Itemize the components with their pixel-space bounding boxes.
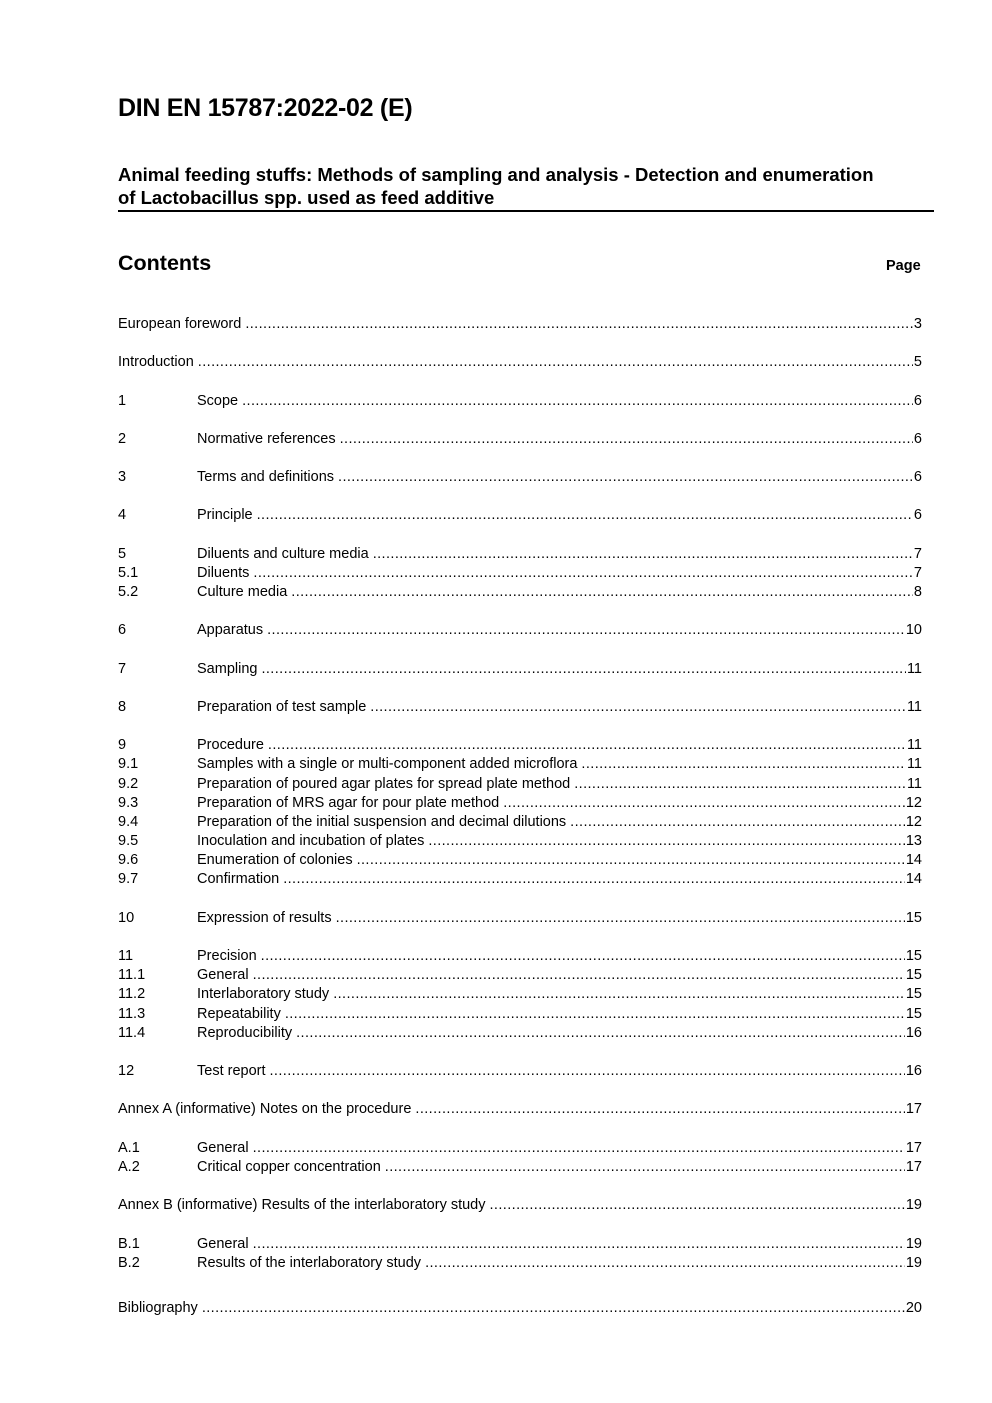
toc-entry-page: 19: [905, 1236, 922, 1252]
toc-entry-page: 11: [906, 699, 922, 715]
toc-dot-leader: [253, 967, 905, 983]
toc-entry-title: Expression of results: [197, 910, 332, 926]
toc-entry[interactable]: [118, 584, 922, 603]
toc-entry[interactable]: [118, 316, 922, 335]
toc-entry-number: 10: [118, 910, 135, 926]
toc-entry-title: European foreword: [118, 316, 242, 332]
page-column-heading: Page: [886, 258, 921, 274]
toc-entry[interactable]: [118, 948, 922, 967]
toc-entry-title: Scope: [197, 393, 239, 409]
toc-entry-page: 6: [913, 393, 922, 409]
toc-entry-page: 15: [905, 1006, 922, 1022]
toc-entry[interactable]: [118, 1140, 922, 1159]
toc-dot-leader: [268, 737, 906, 753]
toc-dot-leader: [291, 584, 913, 600]
toc-entry-number: 5.2: [118, 584, 139, 600]
toc-entry-number: B.1: [118, 1236, 140, 1252]
toc-entry-page: 19: [905, 1255, 922, 1271]
toc-dot-leader: [296, 1025, 905, 1041]
toc-dot-leader: [425, 1255, 905, 1271]
toc-entry-title: Sampling: [197, 661, 258, 677]
toc-entry-number: 6: [118, 622, 127, 638]
toc-dot-leader: [283, 871, 905, 887]
toc-entry-number: 5.1: [118, 565, 139, 581]
toc-entry-title: Test report: [197, 1063, 266, 1079]
toc-entry-title: Confirmation: [197, 871, 280, 887]
toc-entry[interactable]: [118, 622, 922, 641]
toc-entry-page: 11: [906, 737, 922, 753]
toc-entry-number: 11.4: [118, 1025, 146, 1041]
toc-entry-number: 11.2: [118, 986, 146, 1002]
toc-entry-title: Bibliography: [118, 1300, 198, 1316]
toc-entry[interactable]: [118, 1197, 922, 1216]
toc-dot-leader: [357, 852, 905, 868]
toc-entry-title: Principle: [197, 507, 253, 523]
toc-entry-page: 20: [905, 1300, 922, 1316]
toc-entry-page: 19: [905, 1197, 922, 1213]
toc-entry-number: 9.6: [118, 852, 139, 868]
toc-entry-number: 7: [118, 661, 127, 677]
toc-dot-leader: [415, 1101, 904, 1117]
toc-dot-leader: [261, 948, 905, 964]
toc-entry-title: Preparation of test sample: [197, 699, 367, 715]
toc-entry-number: 9.4: [118, 814, 139, 830]
toc-dot-leader: [338, 469, 913, 485]
toc-entry-number: 8: [118, 699, 127, 715]
toc-entry-page: 6: [913, 431, 922, 447]
toc-entry-title: Preparation of the initial suspension and decimal dilutions: [197, 814, 567, 830]
toc-entry[interactable]: [118, 507, 922, 526]
toc-entry-page: 11: [906, 661, 922, 677]
toc-entry-page: 15: [905, 967, 922, 983]
toc-dot-leader: [385, 1159, 905, 1175]
toc-entry[interactable]: [118, 1255, 922, 1274]
toc-entry-page: 14: [905, 871, 922, 887]
toc-entry-page: 17: [905, 1140, 922, 1156]
toc-entry[interactable]: [118, 986, 922, 1005]
toc-entry-title: General: [197, 1140, 249, 1156]
toc-entry-page: 16: [905, 1025, 922, 1041]
toc-entry-title: Preparation of poured agar plates for spread plate method: [197, 776, 571, 792]
toc-entry-page: 11: [906, 776, 922, 792]
toc-entry-page: 13: [905, 833, 922, 849]
toc-entry-page: 11: [906, 756, 922, 772]
toc-entry-number: 9.3: [118, 795, 139, 811]
toc-entry[interactable]: [118, 795, 922, 814]
toc-entry-title: Annex A (informative) Notes on the procedure: [118, 1101, 412, 1117]
toc-dot-leader: [373, 546, 913, 562]
toc-entry-number: 3: [118, 469, 127, 485]
toc-entry[interactable]: [118, 469, 922, 488]
toc-entry-page: 5: [913, 354, 922, 370]
toc-entry-page: 17: [905, 1101, 922, 1117]
toc-entry[interactable]: [118, 967, 922, 986]
toc-entry[interactable]: [118, 814, 922, 833]
toc-entry-title: Normative references: [197, 431, 336, 447]
toc-dot-leader: [257, 507, 913, 523]
toc-entry[interactable]: [118, 776, 922, 795]
toc-entry-title: Procedure: [197, 737, 264, 753]
toc-entry-number: 4: [118, 507, 127, 523]
title-line-2: of Lactobacillus spp. used as feed additive: [118, 187, 495, 208]
document-title: [118, 163, 934, 212]
toc-entry-page: 14: [905, 852, 922, 868]
toc-dot-leader: [242, 393, 913, 409]
toc-dot-leader: [202, 1300, 905, 1316]
toc-dot-leader: [333, 986, 905, 1002]
toc-entry[interactable]: [118, 1300, 922, 1319]
toc-entry-number: A.2: [118, 1159, 140, 1175]
toc-dot-leader: [336, 910, 905, 926]
toc-entry-title: Results of the interlaboratory study: [197, 1255, 422, 1271]
toc-entry-number: 5: [118, 546, 127, 562]
toc-entry-number: 2: [118, 431, 127, 447]
toc-entry-title: Interlaboratory study: [197, 986, 330, 1002]
toc-entry-title: Annex B (informative) Results of the interlaboratory study: [118, 1197, 486, 1213]
toc-entry[interactable]: [118, 756, 922, 775]
toc-entry-title: Critical copper concentration: [197, 1159, 381, 1175]
toc-entry[interactable]: [118, 1101, 922, 1120]
toc-entry-title: Inoculation and incubation of plates: [197, 833, 425, 849]
toc-entry-number: A.1: [118, 1140, 140, 1156]
toc-entry[interactable]: [118, 852, 922, 871]
toc-entry-page: 3: [913, 316, 922, 332]
toc-entry-title: Terms and definitions: [197, 469, 335, 485]
toc-dot-leader: [570, 814, 905, 830]
toc-entry-number: B.2: [118, 1255, 140, 1271]
toc-dot-leader: [253, 565, 913, 581]
toc-entry[interactable]: [118, 546, 922, 565]
toc-entry[interactable]: [118, 1236, 922, 1255]
toc-entry-title: Repeatability: [197, 1006, 281, 1022]
toc-dot-leader: [428, 833, 905, 849]
toc-entry[interactable]: [118, 1025, 922, 1044]
toc-dot-leader: [198, 354, 913, 370]
toc-entry-title: General: [197, 1236, 249, 1252]
toc-entry-page: 12: [905, 795, 922, 811]
toc-dot-leader: [490, 1197, 905, 1213]
toc-entry-page: 16: [905, 1063, 922, 1079]
toc-entry-page: 12: [905, 814, 922, 830]
toc-entry-title: Enumeration of colonies: [197, 852, 353, 868]
toc-entry-number: 11.3: [118, 1006, 146, 1022]
toc-entry[interactable]: [118, 661, 922, 680]
toc-entry[interactable]: [118, 1063, 922, 1082]
toc-entry-title: Culture media: [197, 584, 288, 600]
toc-entry-number: 9.1: [118, 756, 139, 772]
toc-entry-page: 17: [905, 1159, 922, 1175]
contents-heading: Contents: [118, 251, 212, 275]
toc-dot-leader: [581, 756, 906, 772]
toc-entry[interactable]: [118, 431, 922, 450]
toc-entry[interactable]: [118, 565, 922, 584]
toc-dot-leader: [245, 316, 913, 332]
toc-entry[interactable]: [118, 737, 922, 756]
toc-dot-leader: [285, 1006, 905, 1022]
toc-dot-leader: [253, 1236, 905, 1252]
toc-dot-leader: [574, 776, 906, 792]
toc-dot-leader: [370, 699, 906, 715]
toc-entry-number: 9.5: [118, 833, 139, 849]
toc-entry-title: Reproducibility: [197, 1025, 293, 1041]
toc-entry-title: General: [197, 967, 249, 983]
toc-entry-page: 15: [905, 986, 922, 1002]
document-id: DIN EN 15787:2022-02 (E): [118, 94, 413, 122]
toc-dot-leader: [340, 431, 913, 447]
toc-entry-title: Introduction: [118, 354, 194, 370]
toc-entry-page: 15: [905, 910, 922, 926]
toc-dot-leader: [253, 1140, 905, 1156]
toc-dot-leader: [267, 622, 905, 638]
toc-entry-title: Diluents and culture media: [197, 546, 369, 562]
toc-entry[interactable]: [118, 354, 922, 373]
toc-entry[interactable]: [118, 871, 922, 890]
toc-entry-title: Diluents: [197, 565, 250, 581]
toc-entry-page: 15: [905, 948, 922, 964]
toc-entry[interactable]: [118, 1006, 922, 1025]
toc-entry[interactable]: [118, 1159, 922, 1178]
toc-entry[interactable]: [118, 393, 922, 412]
toc-entry-number: 9: [118, 737, 127, 753]
toc-entry-title: Samples with a single or multi-component added microflora: [197, 756, 578, 772]
toc-entry-number: 11: [118, 948, 134, 964]
toc-entry-number: 1: [118, 393, 127, 409]
toc-entry-number: 12: [118, 1063, 135, 1079]
toc-entry-page: 10: [905, 622, 922, 638]
toc-entry-title: Apparatus: [197, 622, 264, 638]
toc-entry-number: 9.2: [118, 776, 139, 792]
toc-entry-title: Preparation of MRS agar for pour plate method: [197, 795, 500, 811]
toc-dot-leader: [270, 1063, 905, 1079]
toc-entry-number: 9.7: [118, 871, 139, 887]
toc-entry[interactable]: [118, 910, 922, 929]
toc-entry-title: Precision: [197, 948, 257, 964]
toc-entry[interactable]: [118, 833, 922, 852]
toc-dot-leader: [503, 795, 905, 811]
toc-entry-page: 8: [913, 584, 922, 600]
toc-entry-page: 6: [913, 507, 922, 523]
toc-entry-page: 7: [913, 565, 922, 581]
toc-dot-leader: [261, 661, 905, 677]
toc-entry-number: 11.1: [118, 967, 146, 983]
toc-entry-page: 6: [913, 469, 922, 485]
toc-entry[interactable]: [118, 699, 922, 718]
title-line-1: Animal feeding stuffs: Methods of sampling and analysis - Detection and enumeration: [118, 164, 874, 185]
toc-entry-page: 7: [913, 546, 922, 562]
